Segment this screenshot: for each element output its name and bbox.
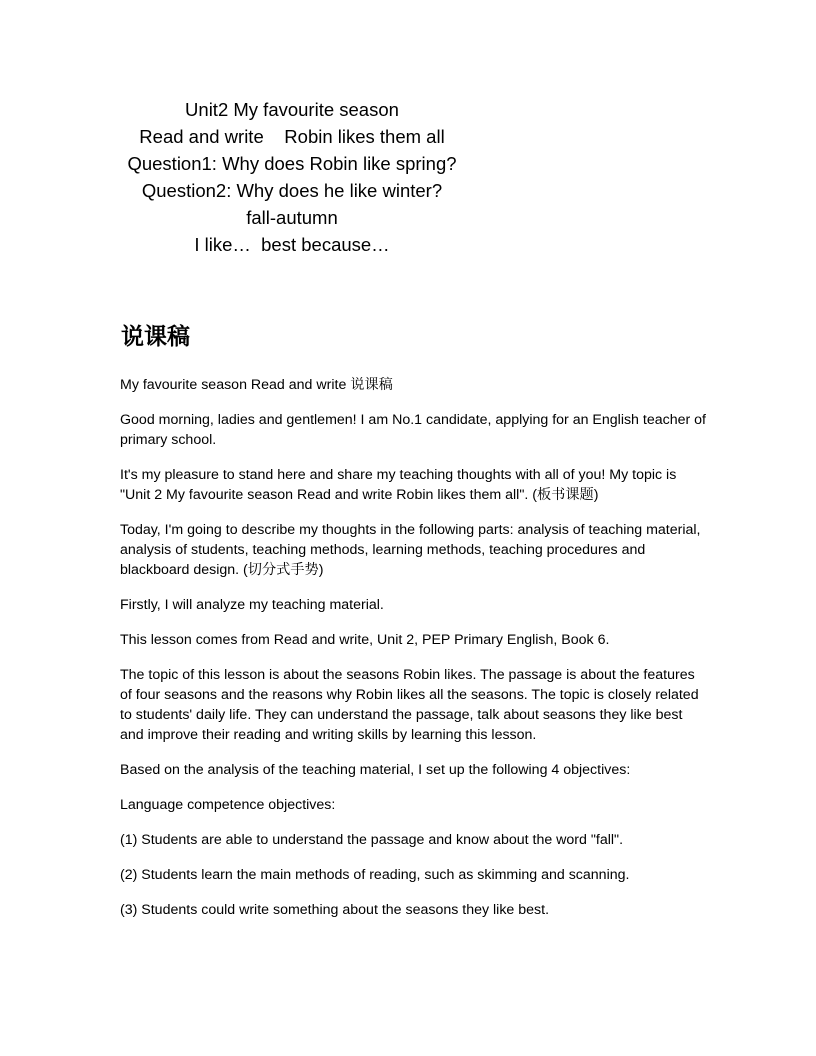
paragraph-objective-1: (1) Students are able to understand the passage and know about the word "fall". bbox=[120, 832, 624, 848]
body-text bbox=[120, 375, 710, 935]
paragraph-title: My favourite season Read and write 说课稿 bbox=[120, 377, 393, 393]
board-line-title: Unit2 My favourite season bbox=[185, 99, 399, 120]
board-line-subtitle: Read and write Robin likes them all bbox=[139, 126, 445, 147]
paragraph-language-objectives: Language competence objectives: bbox=[120, 797, 336, 813]
section-heading: 说课稿 bbox=[121, 324, 190, 350]
paragraph-topic: It's my pleasure to stand here and share my teaching thoughts with all of you! My topic is "Unit 2 My favourite season Read and write Robin likes them all". (板书课题) bbox=[120, 467, 677, 503]
paragraph-greeting: Good morning, ladies and gentlemen! I am No.1 candidate, applying for an English teacher of primary school. bbox=[120, 412, 706, 448]
board-line-question-1: Question1: Why does Robin like spring? bbox=[127, 153, 457, 174]
board-line-vocabulary: fall-autumn bbox=[246, 207, 338, 228]
board-line-sentence-pattern: I like… best because… bbox=[194, 234, 390, 255]
paragraph-analysis-intro: Firstly, I will analyze my teaching material. bbox=[120, 597, 384, 613]
board-line-question-2: Question2: Why does he like winter? bbox=[141, 180, 443, 201]
paragraph-objectives-intro: Based on the analysis of the teaching material, I set up the following 4 objectives: bbox=[120, 762, 631, 778]
paragraph-lesson-source: This lesson comes from Read and write, Unit 2, PEP Primary English, Book 6. bbox=[120, 632, 610, 648]
paragraph-lesson-topic: The topic of this lesson is about the seasons Robin likes. The passage is about the features of four seasons and the reasons why Robin likes all the seasons. The topic is closely related to students' daily life. They can understand the passage, talk about seasons they like best and improve their reading and writing skills by learning this lesson. bbox=[120, 667, 699, 743]
blackboard-design bbox=[90, 96, 494, 258]
paragraph-objective-3: (3) Students could write something about the seasons they like best. bbox=[120, 902, 550, 918]
paragraph-objective-2: (2) Students learn the main methods of reading, such as skimming and scanning. bbox=[120, 867, 630, 883]
paragraph-outline: Today, I'm going to describe my thoughts in the following parts: analysis of teaching material, analysis of students, teaching methods, learning methods, teaching procedures and blackboard design. (切分式手势) bbox=[120, 522, 701, 578]
